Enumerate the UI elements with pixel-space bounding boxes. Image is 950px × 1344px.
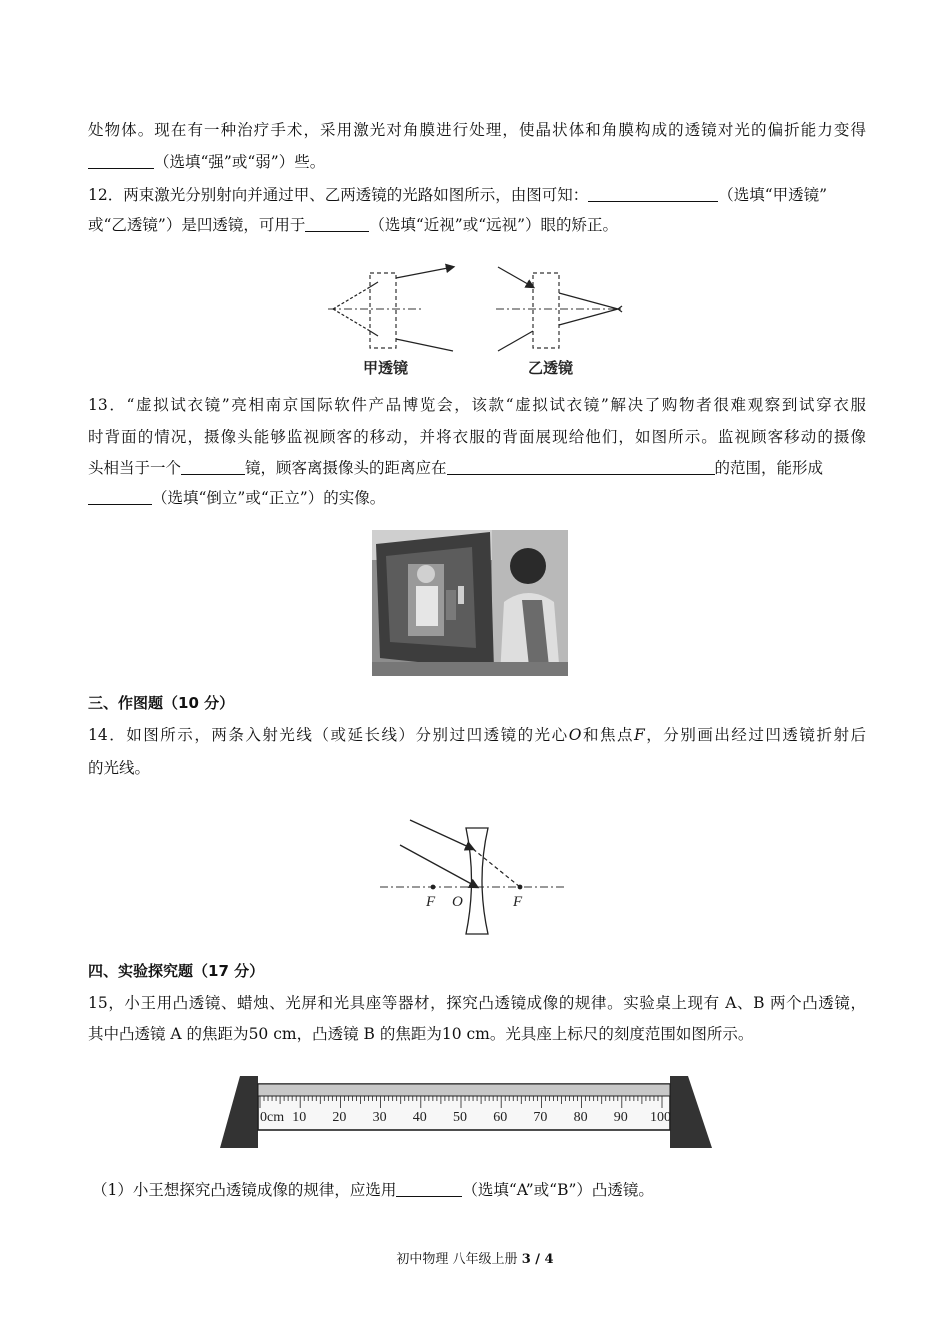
bench-right-support (670, 1076, 712, 1148)
lens-yi (496, 267, 623, 377)
ruler-label: 100 (650, 1110, 671, 1125)
bench-left-support (220, 1076, 258, 1148)
answer-blank[interactable] (396, 1180, 462, 1197)
concave-lens (466, 828, 488, 934)
section-heading-drawing: 三、作图题（10 分） (88, 694, 235, 712)
q11-line2-text: （选填“强”或“弱”）些。 (154, 153, 326, 171)
footer-subject: 初中物理 八年级上册 (396, 1252, 518, 1267)
q12-line2-suffix: （选填“近视”或“远视”）眼的矫正。 (369, 216, 619, 234)
q13-line4-text: （选填“倒立”或“正立”）的实像。 (152, 489, 386, 507)
q15-line2-a: 其中凸透镜 A 的焦距为 (88, 1025, 249, 1043)
ruler-label: 60 (493, 1110, 508, 1125)
q13-line2: 时背面的情况，摄像头能够监视顾客的移动，并将衣服的背面展现给他们，如图所示。监视顾客移动的摄像 (88, 428, 866, 446)
focal-length-a: 50 cm (248, 1025, 297, 1043)
q12-line1-text: 12．两束激光分别射向并通过甲、乙两透镜的光路如图所示，由图可知： (88, 186, 589, 204)
page-footer (0, 1248, 950, 1267)
q14-line1 (88, 724, 866, 746)
ruler-label: 50 (453, 1110, 467, 1125)
q11-line2 (88, 151, 866, 173)
caption-lens-jia: 甲透镜 (363, 359, 409, 377)
q15-line1: 15，小王用凸透镜、蜡烛、光屏和光具座等器材，探究凸透镜成像的规律。实验桌上现有 A、B 两个凸透镜， (88, 994, 866, 1012)
q13-line3-c: 的范围，能形成 (714, 459, 824, 477)
incident-ray-2 (400, 845, 477, 887)
q14-symbol-o: O (568, 726, 582, 744)
ruler-label: 20 (332, 1110, 347, 1125)
page-number: 3 / 4 (521, 1252, 554, 1267)
q14-line1-a: 14．如图所示，两条入射光线（或延长线）分别过凹透镜的光心 (88, 726, 569, 744)
q15-line2-e: 。光具座上标尺的刻度范围如图所示。 (489, 1025, 754, 1043)
q12-line1 (88, 184, 866, 206)
concave-lens-figure (370, 808, 580, 940)
lens-jia (328, 267, 453, 377)
q15-sub1 (92, 1179, 870, 1201)
ruler-label: 30 (372, 1110, 387, 1125)
answer-blank[interactable] (181, 458, 245, 475)
answer-blank[interactable] (305, 215, 369, 232)
ruler-label: 70 (533, 1110, 548, 1125)
ruler-label: 0cm (260, 1110, 285, 1125)
optical-center-label: O (452, 894, 463, 910)
q15-line2 (88, 1023, 866, 1045)
q12-line2-text: 或“乙透镜”）是凹透镜，可用于 (88, 216, 306, 234)
q13-line1: 13．“虚拟试衣镜”亮相南京国际软件产品博览会，该款“虚拟试衣镜”解决了购物者很难观察到试穿衣服 (88, 396, 866, 414)
q13-line3-a: 头相当于一个 (88, 459, 182, 477)
q12-line2 (88, 214, 866, 236)
focal-length-b: 10 cm (441, 1025, 490, 1043)
ruler-label: 80 (573, 1110, 588, 1125)
virtual-mirror-photo (372, 530, 568, 676)
ruler-label: 10 (292, 1110, 307, 1125)
q12-line1-suffix: （选填“甲透镜” (718, 186, 828, 204)
ruler-label: 40 (412, 1110, 427, 1125)
q14-line2: 的光线。 (88, 759, 151, 777)
q15-line2-c: ，凸透镜 B 的焦距为 (296, 1025, 442, 1043)
q13-line3-b: 镜，顾客离摄像头的距离应在 (245, 459, 447, 477)
q14-line1-b: 和焦点 (581, 726, 634, 744)
focus-label-right: F (513, 894, 523, 910)
q11-line1: 处物体。现在有一种治疗手术，采用激光对角膜进行处理，使晶状体和角膜构成的透镜对光的偏折能力变得 (88, 121, 866, 139)
focus-label-left: F (426, 894, 436, 910)
optical-bench-ruler (218, 1062, 732, 1152)
q14-line1-c: ，分别画出经过凹透镜折射后 (644, 726, 866, 744)
answer-blank[interactable] (88, 488, 152, 505)
answer-blank[interactable] (88, 152, 154, 169)
ray-extension (473, 849, 520, 887)
incident-ray-1 (410, 820, 473, 849)
section-heading-experiment: 四、实验探究题（17 分） (88, 962, 265, 980)
q15-sub1-suffix: （选填“A”或“B”）凸透镜。 (462, 1181, 654, 1199)
answer-blank[interactable] (588, 185, 718, 202)
q13-line4 (88, 487, 866, 509)
answer-blank[interactable] (447, 458, 715, 475)
lens-diagram-figure (318, 255, 648, 385)
q14-symbol-f: F (634, 726, 645, 744)
q15-sub1-text: （1）小王想探究凸透镜成像的规律，应选用 (92, 1181, 397, 1199)
q13-line3 (88, 457, 866, 479)
ruler-label: 90 (613, 1110, 628, 1125)
caption-lens-yi: 乙透镜 (528, 359, 574, 377)
